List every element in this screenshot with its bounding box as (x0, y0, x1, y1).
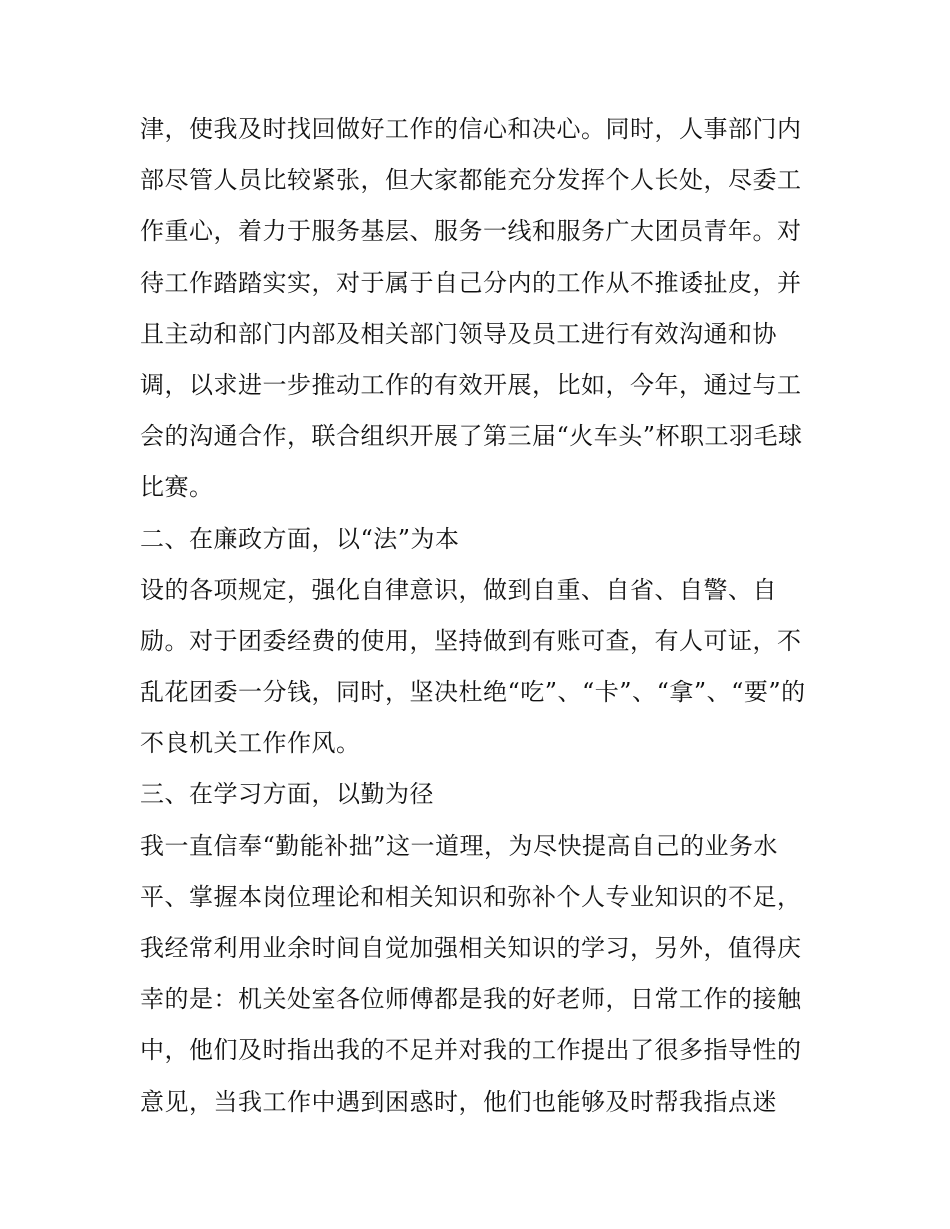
text-line: 不良机关工作作风。 (140, 729, 361, 758)
text-line: 乱花团委一分钱，同时，坚决杜绝“吃”、“卡”、“拿”、“要”的 (140, 678, 806, 707)
text-line: 且主动和部门内部及相关部门领导及员工进行有效沟通和协 (140, 319, 777, 348)
text-line: 我一直信奉“勤能补拙”这一道理，为尽快提高自己的业务水 (140, 831, 779, 860)
text-line: 津，使我及时找回做好工作的信心和决心。同时，人事部门内 (140, 115, 802, 143)
section-heading-integrity: 二、在廉政方面，以“法”为本 (140, 524, 460, 553)
body-text (140, 104, 820, 1128)
text-line: 作重心，着力于服务基层、服务一线和服务广大团员青年。对 (140, 217, 802, 246)
text-line: 待工作踏踏实实，对于属于自己分内的工作从不推诿扯皮，并 (140, 268, 802, 297)
text-line: 设的各项规定，强化自律意识，做到自重、自省、自警、自 (140, 575, 777, 604)
text-line: 幸的是：机关处室各位师傅都是我的好老师，日常工作的接触 (140, 985, 802, 1014)
text-line: 比赛。 (140, 473, 214, 502)
text-line: 调，以求进一步推动工作的有效开展，比如，今年，通过与工 (140, 370, 802, 399)
text-line: 会的沟通合作，联合组织开展了第三届“火车头”杯职工羽毛球 (140, 422, 803, 451)
text-line: 励。对于团委经费的使用，坚持做到有账可查，有人可证，不 (140, 626, 802, 655)
section-heading-study: 三、在学习方面，以勤为径 (140, 780, 434, 809)
text-line: 部尽管人员比较紧张，但大家都能充分发挥个人长处，尽委工 (140, 166, 802, 195)
text-line: 中，他们及时指出我的不足并对我的工作提出了很多指导性的 (140, 1036, 802, 1065)
text-line: 平、掌握本岗位理论和相关知识和弥补个人专业知识的不足， (140, 882, 802, 911)
text-line: 意见，当我工作中遇到困惑时，他们也能够及时帮我指点迷 (140, 1087, 777, 1116)
text-line: 我经常利用业余时间自觉加强相关知识的学习，另外，值得庆 (140, 934, 802, 962)
